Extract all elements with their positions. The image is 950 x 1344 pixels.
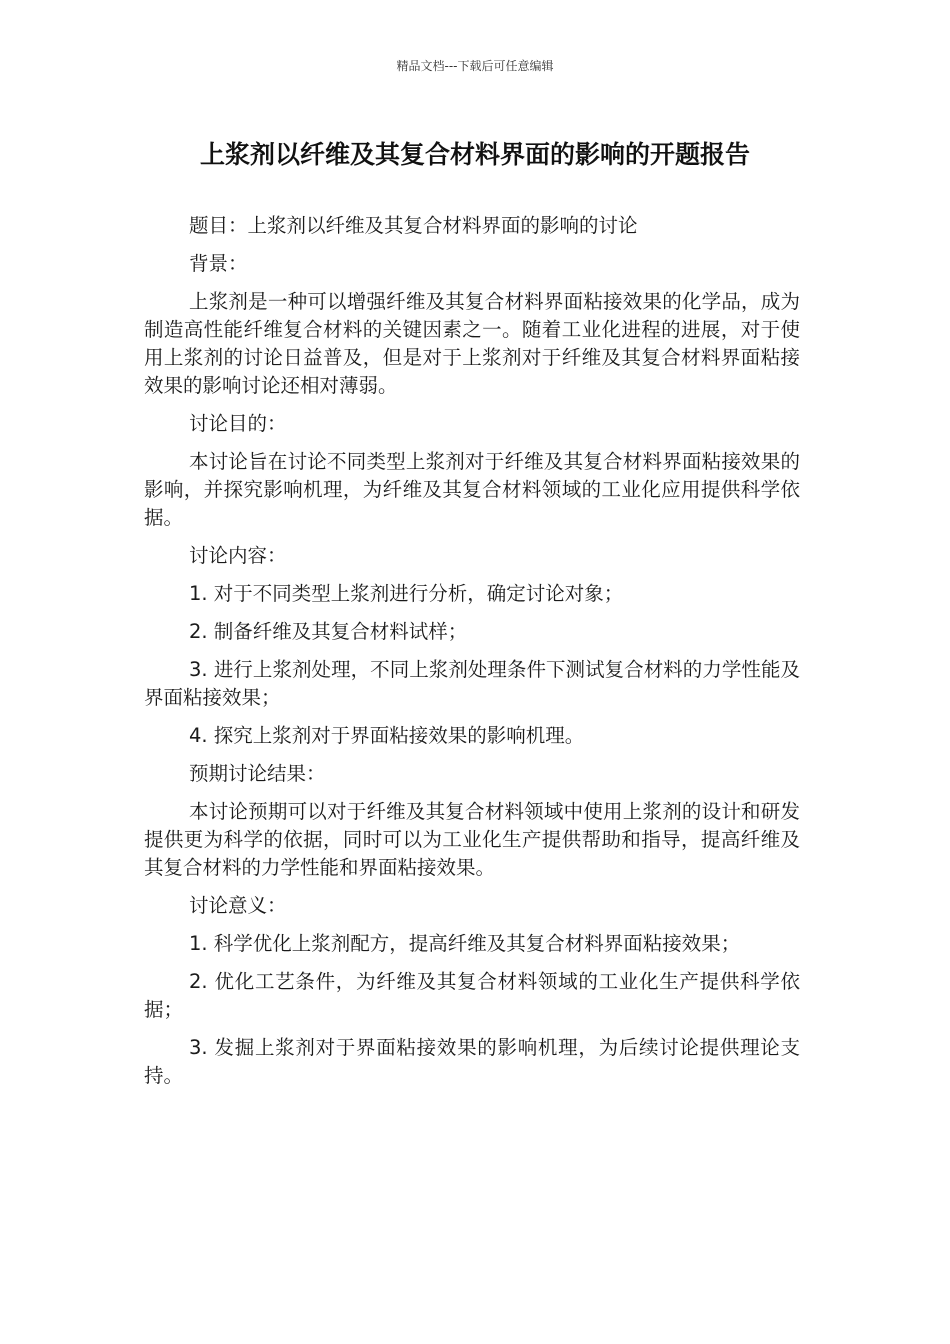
page-header: 精品文档---下载后可任意编辑 <box>396 59 554 73</box>
background-paragraph: 上浆剂是一种可以增强纤维及其复合材料界面粘接效果的化学品，成为制造高性能纤维复合材料的关键因素之一。随着工业化进程的进展，对于使用上浆剂的讨论日益普及，但是对于上浆剂对于纤维及其复合材料界面粘接效果的影响讨论还相对薄弱。 <box>144 290 800 397</box>
section-heading-content: 讨论内容： <box>189 544 287 567</box>
content-item-4: 4. 探究上浆剂对于界面粘接效果的影响机理。 <box>189 724 585 747</box>
significance-item-1: 1. 科学优化上浆剂配方，提高纤维及其复合材料界面粘接效果； <box>189 932 741 955</box>
document-title: 上浆剂以纤维及其复合材料界面的影响的开题报告 <box>199 140 750 169</box>
expected-results-paragraph: 本讨论预期可以对于纤维及其复合材料领域中使用上浆剂的设计和研发提供更为科学的依据，同时可以为工业化生产提供帮助和指导，提高纤维及其复合材料的力学性能和界面粘接效果。 <box>144 800 800 879</box>
content-item-2: 2. 制备纤维及其复合材料试样； <box>189 620 468 643</box>
section-heading-background: 背景： <box>189 252 248 275</box>
purpose-paragraph: 本讨论旨在讨论不同类型上浆剂对于纤维及其复合材料界面粘接效果的影响，并探究影响机理，为纤维及其复合材料领域的工业化应用提供科学依据。 <box>144 450 800 529</box>
section-heading-expected-results: 预期讨论结果： <box>189 762 326 785</box>
document-body <box>144 212 800 1100</box>
content-item-3: 3. 进行上浆剂处理，不同上浆剂处理条件下测试复合材料的力学性能及界面粘接效果； <box>144 658 800 709</box>
section-heading-purpose: 讨论目的： <box>189 412 287 435</box>
significance-item-2: 2. 优化工艺条件，为纤维及其复合材料领域的工业化生产提供科学依据； <box>144 970 800 1021</box>
content-item-1: 1. 对于不同类型上浆剂进行分析，确定讨论对象； <box>189 582 624 605</box>
section-heading-significance: 讨论意义： <box>189 894 287 917</box>
topic-line: 题目：上浆剂以纤维及其复合材料界面的影响的讨论 <box>189 214 638 237</box>
significance-item-3: 3. 发掘上浆剂对于界面粘接效果的影响机理，为后续讨论提供理论支持。 <box>144 1036 800 1087</box>
